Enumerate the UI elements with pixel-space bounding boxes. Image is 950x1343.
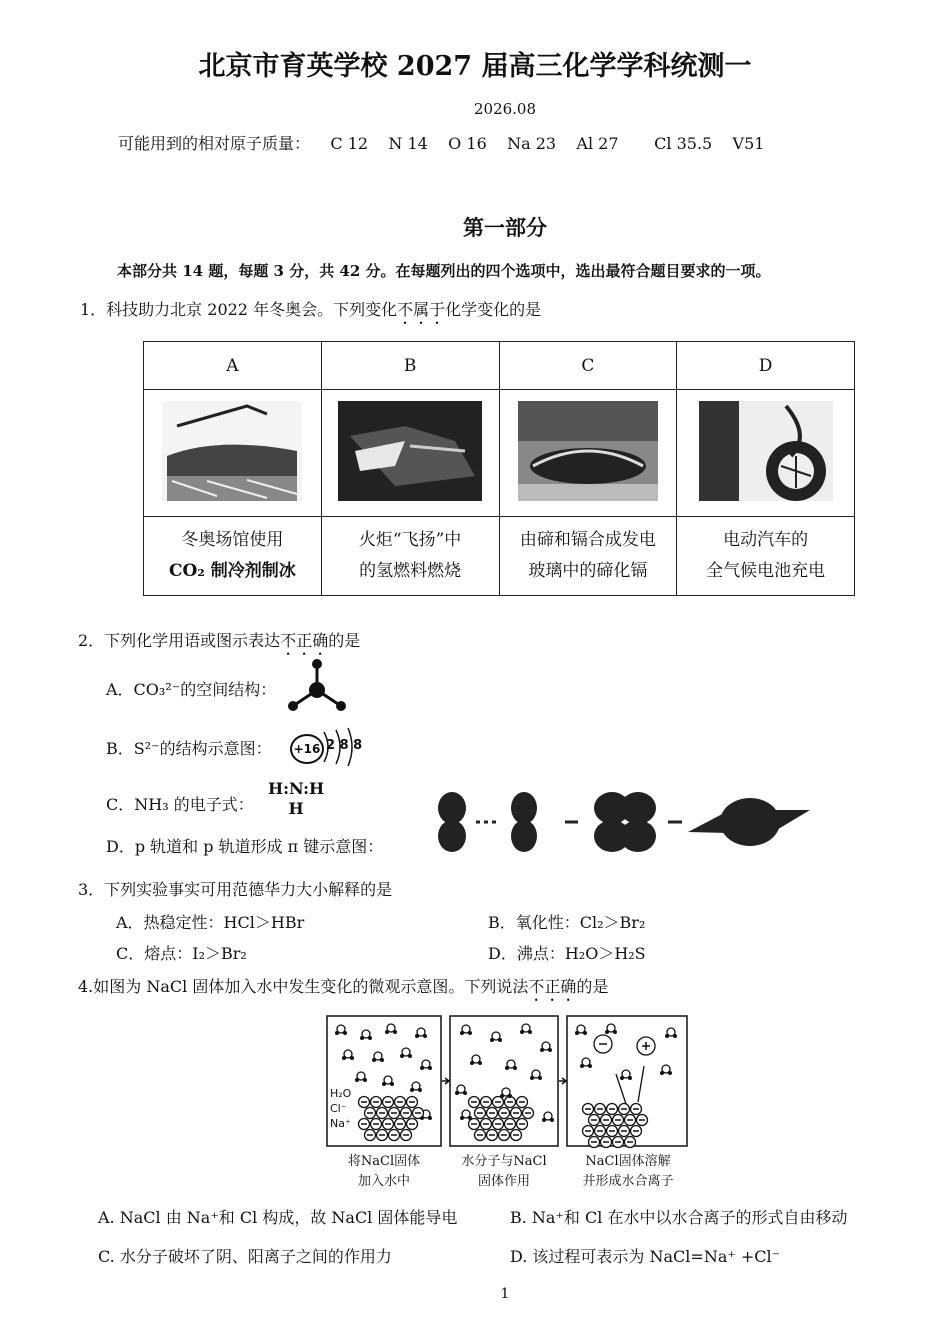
q1-caption-b: 火炬“飞扬”中 的氢燃料燃烧	[321, 517, 499, 596]
q3-option-a: A．热稳定性：HCl＞HBr	[116, 913, 305, 932]
q1-image-d	[677, 390, 855, 517]
sulfide-ion-diagram	[288, 724, 368, 770]
ice-rink-photo	[157, 396, 307, 506]
q1-caption-d: 电动汽车的 全气候电池充电	[677, 517, 855, 596]
q4-option-c: C. 水分子破坏了阴、阳离子之间的作用力	[98, 1247, 392, 1266]
atomic-masses-values: C 12 N 14 O 16 Na 23 Al 27 Cl 35.5 V51	[330, 134, 765, 153]
q1-caption-a: 冬奥场馆使用 CO₂ 制冷剂制冰	[144, 517, 322, 596]
nacl-dissolution-figure	[326, 1014, 690, 1194]
q1-col-b: B	[321, 342, 499, 390]
q2-stem: 2．下列化学用语或图示表达不正确的是	[78, 631, 361, 650]
q3-option-c: C．熔点：I₂＞Br₂	[116, 944, 247, 963]
building-photo	[513, 396, 663, 506]
dissolution-panels	[326, 1014, 690, 1150]
q1-caption-c: 由碲和镉合成发电 玻璃中的碲化镉	[499, 517, 677, 596]
q1-col-d: D	[677, 342, 855, 390]
panel-caption-2: 水分子与NaCl 固体作用	[461, 1154, 547, 1189]
cl-label: Cl⁻	[330, 1102, 347, 1115]
q1-col-c: C	[499, 342, 677, 390]
q3-stem: 3．下列实验事实可用范德华力大小解释的是	[78, 880, 393, 899]
ion-labels	[330, 1086, 351, 1131]
q4-stem: 4.如图为 NaCl 固体加入水中发生变化的微观示意图。下列说法不正确的是	[78, 977, 609, 996]
ammonia-lewis-structure: H:N:H H	[268, 779, 325, 818]
panel-caption-1: 将NaCl固体 加入水中	[347, 1154, 421, 1189]
shell-counts: 2 8 8	[326, 738, 363, 753]
atomic-masses-line	[118, 131, 764, 154]
trigonal-planar-icon	[283, 658, 355, 716]
atomic-masses-label: 可能用到的相对原子质量：	[118, 134, 311, 153]
exam-date: 2026.08	[473, 100, 537, 118]
h2o-label: H₂O	[330, 1087, 352, 1100]
torch-photo	[335, 396, 485, 506]
pi-bond-diagram	[430, 790, 880, 854]
part-title: 第一部分	[463, 215, 547, 240]
q1-image-c	[499, 390, 677, 517]
q2-option-a: A．CO₃²⁻的空间结构：	[106, 680, 277, 699]
q2-option-b: B．S²⁻的结构示意图：	[106, 739, 272, 758]
page-number: 1	[500, 1286, 510, 1302]
car-charging-photo	[691, 396, 841, 506]
q4-option-a: A. NaCl 由 Na⁺和 Cl 构成，故 NaCl 固体能导电	[98, 1208, 458, 1227]
exam-title: 北京市育英学校 2027 届高三化学学科统测一	[198, 51, 752, 82]
q1-col-a: A	[144, 342, 322, 390]
q2-option-c: C．NH₃ 的电子式：	[106, 795, 254, 814]
q1-emphasis: 不属于	[397, 300, 446, 319]
nucleus: +16	[290, 734, 324, 764]
q4-emphasis: 不正确	[528, 977, 577, 996]
q1-image-a	[144, 390, 322, 517]
q4-option-d: D. 该过程可表示为 NaCl=Na⁺ +Cl⁻	[510, 1247, 781, 1266]
q4-option-b: B. Na⁺和 Cl 在水中以水合离子的形式自由移动	[510, 1208, 848, 1227]
q3-option-d: D．沸点：H₂O＞H₂S	[488, 944, 646, 963]
q1-stem: 1．科技助力北京 2022 年冬奥会。下列变化不属于化学变化的是	[80, 300, 542, 319]
q2-option-d: D．p 轨道和 p 轨道形成 π 键示意图：	[106, 837, 384, 856]
q3-option-b: B．氧化性：Cl₂＞Br₂	[488, 913, 646, 932]
na-label: Na⁺	[330, 1117, 351, 1130]
q1-table	[143, 341, 855, 596]
q2-emphasis: 不正确	[280, 631, 329, 650]
panel-caption-3: NaCl固体溶解 并形成水合离子	[582, 1154, 674, 1189]
q1-image-b	[321, 390, 499, 517]
part-instruction: 本部分共 14 题，每题 3 分，共 42 分。在每题列出的四个选项中，选出最符合题目要求的一项。	[117, 262, 771, 280]
